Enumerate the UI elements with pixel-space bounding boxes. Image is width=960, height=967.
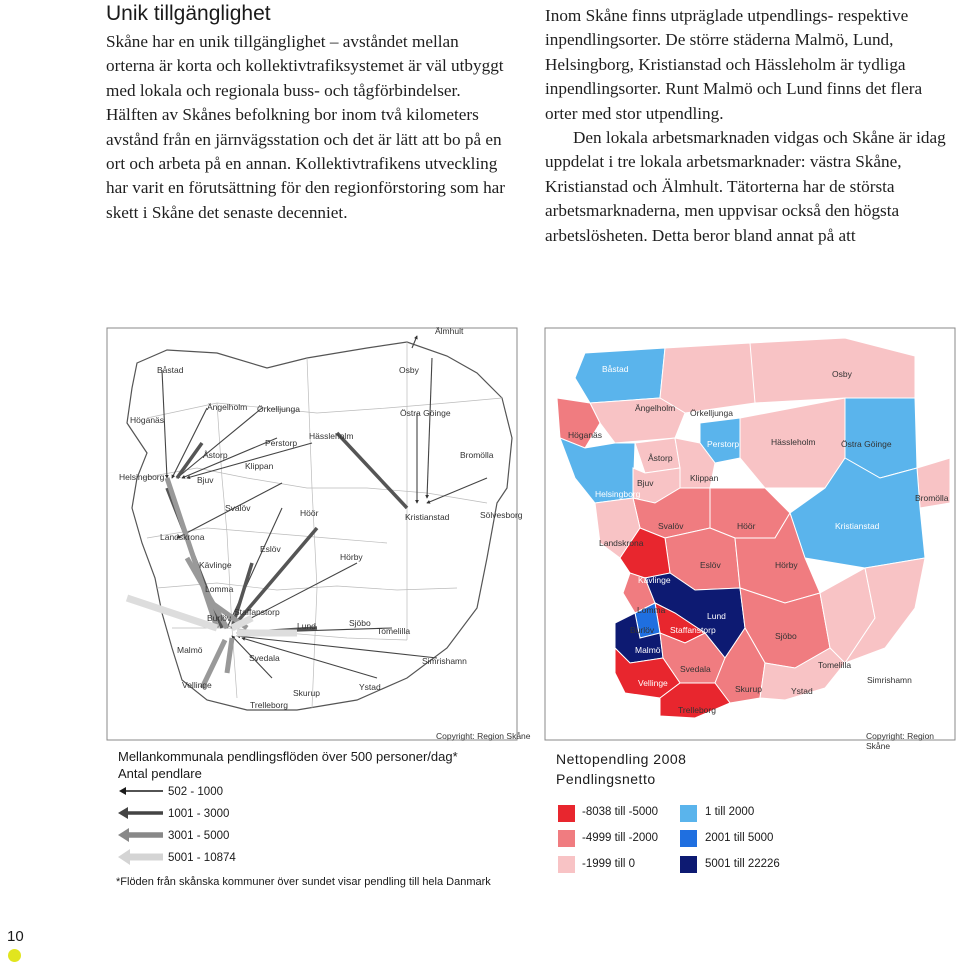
net-legend-item-6: 5001 till 22226 <box>705 858 780 870</box>
flow-legend-item-4: 5001 - 10874 <box>168 852 236 864</box>
label-sjobo: Sjöbo <box>349 618 371 628</box>
net-legend-swatch-1 <box>558 805 575 822</box>
flow-legend-footnote: *Flöden från skånska kommuner över sundet visar pendling till hela Danmark <box>116 876 491 888</box>
label-bjuv: Bjuv <box>197 475 214 485</box>
flow-legend-arrows <box>117 782 167 867</box>
ch-label-ostra-goinge: Östra Göinge <box>841 439 892 449</box>
label-ostra-goinge: Östra Göinge <box>400 408 451 418</box>
net-legend-item-4: 1 till 2000 <box>705 806 755 818</box>
label-osby: Osby <box>399 365 419 375</box>
label-simrishamn: Simrishamn <box>422 656 467 666</box>
label-lund: Lund <box>297 621 316 631</box>
label-bromolla: Bromölla <box>460 450 494 460</box>
ch-label-perstorp: Perstorp <box>707 439 740 449</box>
ch-label-lund: Lund <box>707 611 726 621</box>
net-legend-item-2: -4999 till -2000 <box>582 832 659 844</box>
label-klippan: Klippan <box>245 461 274 471</box>
ch-label-tomelilla: Tomelilla <box>818 660 852 670</box>
label-orkelljunga: Örkelljunga <box>257 404 300 414</box>
label-burlov: Burlöv <box>207 613 232 623</box>
page-heading: Unik tillgänglighet <box>106 2 271 25</box>
label-perstorp: Perstorp <box>265 438 298 448</box>
net-legend-item-1: -8038 till -5000 <box>582 806 659 818</box>
net-legend-title <box>556 749 686 789</box>
net-legend-item-3: -1999 till 0 <box>582 858 636 870</box>
label-staffanstorp: Staffanstorp <box>234 607 280 617</box>
label-skurup: Skurup <box>293 688 320 698</box>
ch-label-sjobo: Sjöbo <box>775 631 797 641</box>
label-helsingborg: Helsingborg <box>119 472 165 482</box>
right-paragraph-1: Inom Skåne finns utpräglade utpendlings- respektive inpendlingsorter. De större städerna Malmö, Lund, Helsingborg, Kristianstad och Hässleholm är tydliga inpendlingsorter. Runt Malmö och Lund finns det flera orter med stor utpendling. <box>545 6 923 123</box>
ch-label-klippan: Klippan <box>690 473 719 483</box>
ch-label-kristianstad: Kristianstad <box>835 521 880 531</box>
ch-label-helsingborg: Helsingborg <box>595 489 641 499</box>
ch-label-vellinge: Vellinge <box>638 678 668 688</box>
right-paragraph-2: Den lokala arbetsmarknaden vidgas och Skåne är idag uppdelat i tre lokala arbetsmarknader: västra Skåne, Kristianstad och Älmhult. Tätorterna har de största arbetsmarknaderna, men uppvisar också den högsta arbetslösheten. Detta beror bland annat på att <box>545 128 946 245</box>
flow-legend-title-1: Mellankommunala pendlingsflöden över 500 personer/dag* <box>118 749 458 764</box>
ch-label-hassleholm: Hässleholm <box>771 437 816 447</box>
region-bastad <box>575 348 665 403</box>
label-svalov: Svalöv <box>225 503 251 513</box>
ch-label-staffanstorp: Staffanstorp <box>670 625 716 635</box>
net-legend-swatch-3 <box>558 856 575 873</box>
page-number: 10 <box>7 928 24 945</box>
label-almhult: Älmhult <box>435 326 464 336</box>
ch-label-bromolla: Bromölla <box>915 493 949 503</box>
net-legend-swatch-6 <box>680 856 697 873</box>
ch-label-burlov: Burlöv <box>630 625 655 635</box>
flow-map <box>107 326 523 740</box>
label-tomelilla: Tomelilla <box>377 626 411 636</box>
label-landskrona: Landskrona <box>160 532 205 542</box>
label-solvesborg: Sölvesborg <box>480 510 523 520</box>
ch-label-bjuv: Bjuv <box>637 478 654 488</box>
ch-label-trelleborg: Trelleborg <box>678 705 716 715</box>
ch-label-malmo: Malmö <box>635 645 661 655</box>
right-column-text <box>545 4 947 248</box>
label-trelleborg: Trelleborg <box>250 700 288 710</box>
net-legend-title-2: Pendlingsnetto <box>556 771 656 787</box>
net-commuting-map <box>545 328 955 740</box>
ch-label-osby: Osby <box>832 369 852 379</box>
net-legend-swatch-5 <box>680 830 697 847</box>
label-horby: Hörby <box>340 552 363 562</box>
label-malmo: Malmö <box>177 645 203 655</box>
flow-map-copyright: Copyright: Region Skåne <box>436 731 531 741</box>
label-hoganas: Höganäs <box>130 415 165 425</box>
net-legend-swatch-2 <box>558 830 575 847</box>
ch-label-ystad: Ystad <box>791 686 813 696</box>
label-svedala: Svedala <box>249 653 280 663</box>
net-legend-item-5: 2001 till 5000 <box>705 832 774 844</box>
ch-label-hoganas: Höganäs <box>568 430 603 440</box>
ch-label-landskrona: Landskrona <box>599 538 644 548</box>
label-lomma: Lomma <box>205 584 234 594</box>
flow-legend-title-2: Antal pendlare <box>118 766 202 781</box>
label-ystad: Ystad <box>359 682 381 692</box>
label-astorp: Åstorp <box>203 450 228 460</box>
flow-legend-item-2: 1001 - 3000 <box>168 808 230 820</box>
net-legend-swatch-4 <box>680 805 697 822</box>
label-kristianstad: Kristianstad <box>405 512 450 522</box>
flow-legend-item-3: 3001 - 5000 <box>168 830 230 842</box>
ch-label-lomma: Lomma <box>637 605 666 615</box>
label-eslov: Eslöv <box>260 544 281 554</box>
left-column-text: Skåne har en unik tillgänglighet – avståndet mellan orterna är korta och kollektivtrafiksystemet är väl utbyggt med lokala och regionala buss- och tågförbindelser. Hälften av Skånes befolkning bor inom två kilometers avstånd från en järnvägsstation och det är lätt att bo på en ort och arbeta på en annan. Kollektivtrafikens utveckling har varit en förutsättning för den regionförstoring som har skett i Skåne det senaste decenniet. <box>106 32 506 222</box>
label-hassleholm: Hässleholm <box>309 431 354 441</box>
net-legend-title-1: Nettopendling 2008 <box>556 751 687 767</box>
ch-label-hoor: Höör <box>737 521 756 531</box>
label-kavlinge: Kävlinge <box>199 560 232 570</box>
ch-label-svalov: Svalöv <box>658 521 684 531</box>
ch-label-orkelljunga: Örkelljunga <box>690 408 733 418</box>
ch-label-astorp: Åstorp <box>648 453 673 463</box>
label-vellinge: Vellinge <box>182 680 212 690</box>
page-marker-dot <box>8 949 21 962</box>
label-hoor: Höör <box>300 508 319 518</box>
ch-label-simrishamn: Simrishamn <box>867 675 912 685</box>
label-angelholm: Ängelholm <box>207 402 248 412</box>
ch-label-skurup: Skurup <box>735 684 762 694</box>
label-bastad: Båstad <box>157 365 184 375</box>
choropleth-copyright: Copyright: Region Skåne <box>866 731 935 751</box>
ch-label-angelholm: Ängelholm <box>635 403 676 413</box>
ch-label-bastad: Båstad <box>602 364 629 374</box>
ch-label-svedala: Svedala <box>680 664 711 674</box>
flow-legend-item-1: 502 - 1000 <box>168 786 223 798</box>
flow-legend-title <box>118 748 458 782</box>
ch-label-kavlinge: Kävlinge <box>638 575 671 585</box>
ch-label-eslov: Eslöv <box>700 560 721 570</box>
ch-label-horby: Hörby <box>775 560 798 570</box>
